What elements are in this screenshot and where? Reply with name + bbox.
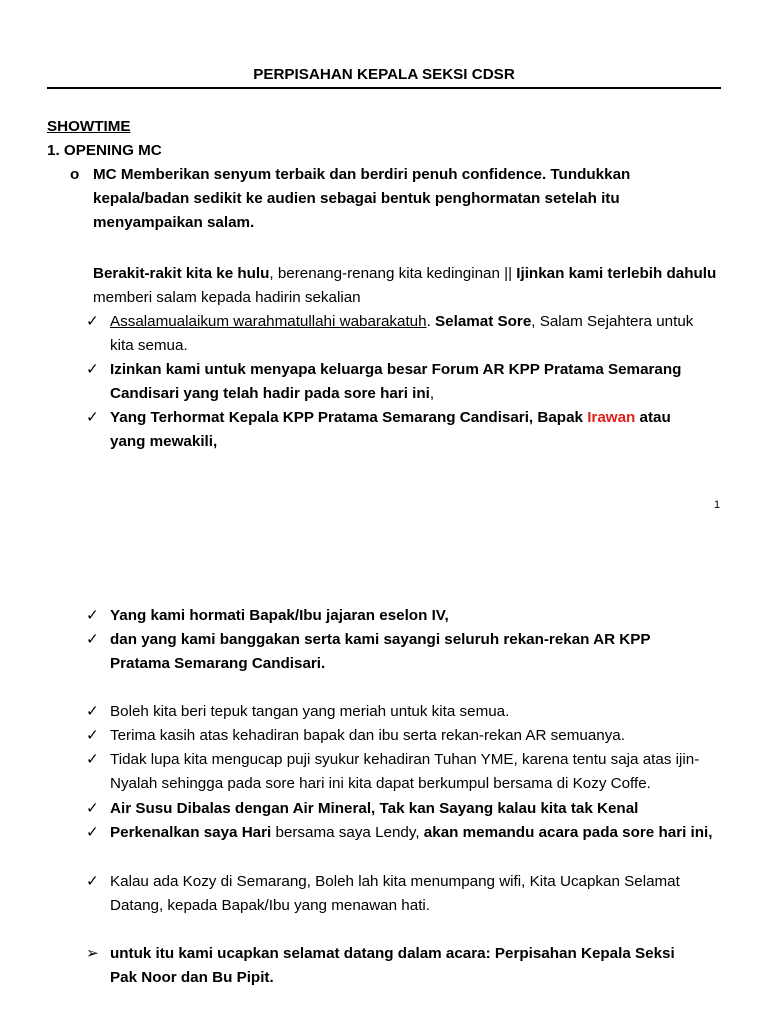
- check-icon: ✓: [86, 703, 99, 720]
- check-icon: ✓: [86, 873, 99, 890]
- salam-text: Assalamualaikum warahmatullahi wabarakatuh: [110, 313, 427, 330]
- section-heading: SHOWTIME: [47, 118, 131, 135]
- item-text: Terima kasih atas kehadiran bapak dan ibu serta rekan-rekan AR semuanya.: [110, 727, 625, 744]
- intro-paragraph: MC Memberikan senyum terbaik dan berdiri penuh confidence. Tundukkan kepala/badan sedikit ke audien sebagai bentuk penghormatan setelah itu menyampaikan salam.: [93, 166, 631, 231]
- item-text: Kalau ada Kozy di Semarang, Boleh lah kita menumpang wifi, Kita Ucapkan Selamat Datang, kepada Bapak/Ibu yang menawan hati.: [110, 873, 680, 914]
- arrow-icon: ➢: [86, 945, 99, 962]
- pantun-part-3: Ijinkan kami terlebih dahulu: [516, 265, 717, 282]
- check-icon: ✓: [86, 361, 99, 378]
- o-bullet: o: [70, 166, 80, 183]
- item-text: bersama saya Lendy,: [271, 824, 424, 841]
- check-icon: ✓: [86, 751, 99, 768]
- item-text: Tidak lupa kita mengucap puji syukur kehadiran Tuhan YME, karena tentu saja atas ijin-Nyalah sehingga pada sore hari ini kita dapat berkumpul bersama di Kozy Coffe.: [110, 751, 700, 792]
- item-text: untuk itu kami ucapkan selamat datang dalam acara: Perpisahan Kepala Seksi Pak Noor dan Bu Pipit.: [110, 945, 675, 986]
- punctuation: ,: [429, 385, 435, 402]
- check-icon: ✓: [86, 800, 99, 817]
- pantun-part-1: Berakit-rakit kita ke hulu: [93, 265, 270, 282]
- item-text: Air Susu Dibalas dengan Air Mineral, Tak kan Sayang kalau kita tak Kenal: [110, 800, 639, 817]
- check-icon: ✓: [86, 824, 99, 841]
- highlighted-name: Irawan: [587, 409, 636, 426]
- check-icon: ✓: [86, 607, 99, 624]
- page-number: 1: [714, 499, 721, 511]
- punctuation: .: [426, 313, 436, 330]
- check-icon: ✓: [86, 631, 99, 648]
- item-text: atau yang mewakili,: [110, 409, 671, 450]
- salam-sejahtera-text: , Salam Sejahtera untuk kita semua.: [110, 313, 694, 354]
- check-icon: ✓: [86, 409, 99, 426]
- pantun-part-4: memberi salam kepada hadirin sekalian: [93, 289, 361, 306]
- pantun-part-2: , berenang-renang kita kedinginan ||: [269, 265, 517, 282]
- item-text: akan memandu acara pada sore hari ini,: [423, 824, 713, 841]
- item-text: Boleh kita beri tepuk tangan yang meriah untuk kita semua.: [110, 703, 510, 720]
- check-icon: ✓: [86, 313, 99, 330]
- pantun-paragraph: [93, 262, 723, 310]
- item-text: Izinkan kami untuk menyapa keluarga besar Forum AR KPP Pratama Semarang Candisari yang telah hadir pada sore hari ini: [110, 361, 682, 402]
- subsection-heading: 1. OPENING MC: [47, 142, 162, 159]
- item-text: Yang Terhormat Kepala KPP Pratama Semarang Candisari, Bapak: [110, 409, 588, 426]
- check-icon: ✓: [86, 727, 99, 744]
- document-title: PERPISAHAN KEPALA SEKSI CDSR: [47, 64, 721, 89]
- item-text: Perkenalkan saya Hari: [110, 824, 272, 841]
- item-text: Yang kami hormati Bapak/Ibu jajaran eselon IV,: [110, 607, 449, 624]
- selamat-sore-text: Selamat Sore: [435, 313, 532, 330]
- item-text: dan yang kami banggakan serta kami sayangi seluruh rekan-rekan AR KPP Pratama Semarang Candisari.: [110, 631, 651, 672]
